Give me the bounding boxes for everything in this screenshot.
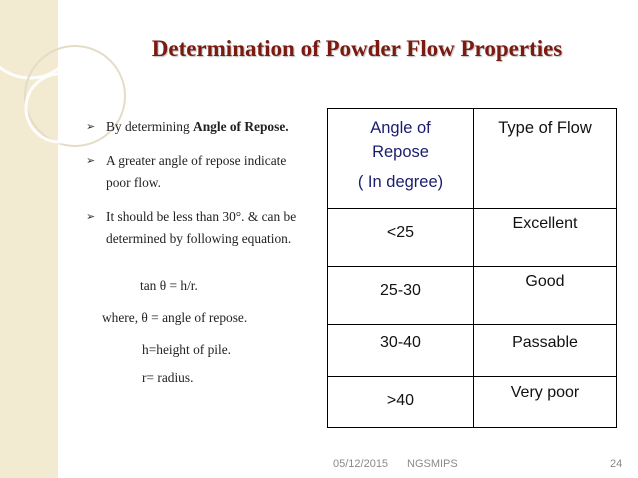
bullet-text: It should be less than 30°. & can be determined by following equation. — [106, 209, 297, 246]
table-row — [328, 267, 617, 325]
header-type-of-flow — [474, 109, 617, 209]
header-angle-line: ( In degree) — [357, 173, 444, 191]
flow-type-value: Passable — [512, 334, 578, 351]
table-row — [328, 377, 617, 428]
equation-h-definition: h=height of pile. — [142, 342, 231, 357]
flow-type-value: Good — [525, 273, 565, 290]
equation-formula: tan θ = h/r. — [140, 278, 198, 293]
bullet-list — [86, 116, 308, 262]
flow-type-value: Excellent — [512, 215, 578, 232]
angle-value: 25-30 — [380, 282, 421, 299]
angle-value: <25 — [386, 224, 415, 241]
angle-value: 30-40 — [380, 334, 421, 351]
arrow-bullet-icon: ➢ — [86, 120, 96, 133]
equation-where: where, θ = angle of repose. — [102, 310, 248, 325]
header-angle-of-repose — [328, 109, 474, 209]
equation-r-definition: r= radius. — [142, 370, 194, 385]
angle-cell — [328, 325, 474, 377]
footer-date: 05/12/2015 — [333, 458, 389, 470]
header-type-label: Type of Flow — [498, 119, 592, 137]
footer-organization: NGSMIPS — [407, 458, 458, 470]
table-row — [328, 325, 617, 377]
bullet-strong-text: Angle of Repose. — [193, 119, 289, 134]
header-angle-line: Repose — [372, 143, 429, 161]
header-angle-line: Angle of — [370, 119, 431, 137]
bullet-item — [86, 116, 308, 138]
slide-title: Determination of Powder Flow Properties — [151, 36, 563, 61]
arrow-bullet-icon: ➢ — [86, 154, 96, 167]
table-header-row — [328, 109, 617, 209]
table-row — [328, 209, 617, 267]
angle-cell — [328, 209, 474, 267]
flow-type-value: Very poor — [510, 384, 580, 401]
arrow-bullet-icon: ➢ — [86, 210, 96, 223]
angle-cell — [328, 267, 474, 325]
flow-type-cell — [474, 377, 617, 428]
flow-type-cell — [474, 209, 617, 267]
angle-value: >40 — [386, 392, 415, 409]
bullet-item — [86, 206, 308, 250]
flow-properties-table — [327, 108, 617, 428]
angle-cell — [328, 377, 474, 428]
flow-type-cell — [474, 325, 617, 377]
flow-type-cell — [474, 267, 617, 325]
bullet-text: A greater angle of repose indicate poor flow. — [106, 153, 287, 190]
footer-page-number: 24 — [610, 458, 623, 470]
bullet-text: By determining — [106, 119, 194, 134]
bullet-item — [86, 150, 308, 194]
